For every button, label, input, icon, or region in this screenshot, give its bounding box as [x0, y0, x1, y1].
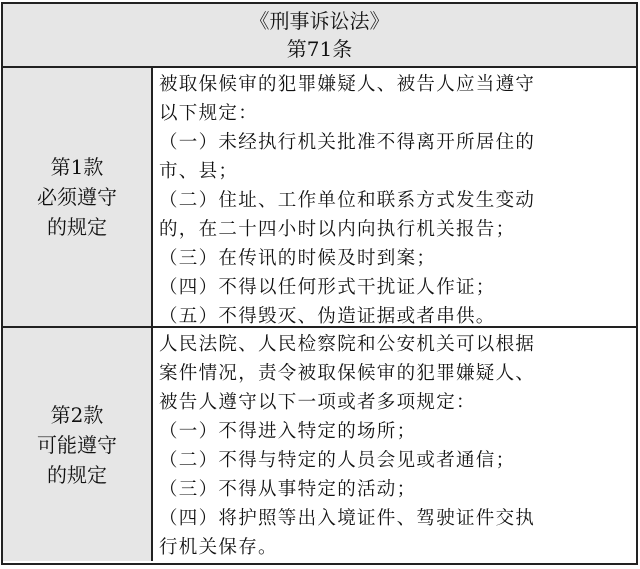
clause-row-2	[3, 328, 636, 561]
text-line: 的，在二十四小时以内向执行机关报告；	[159, 219, 516, 240]
clause-1-suffix: 的规定	[47, 215, 107, 239]
table-header	[3, 4, 636, 68]
law-title: 《刑事诉讼法》	[249, 9, 390, 33]
clause-2-type: 可能遵守	[37, 432, 117, 457]
text-line: 人民法院、人民检察院和公安机关可以根据	[159, 334, 536, 355]
text-line: 案件情况，责令被取保候审的犯罪嫌疑人、	[159, 363, 536, 384]
text-line: （四）将护照等出入境证件、驾驶证件交执	[159, 508, 536, 529]
clause-1-content	[153, 68, 636, 326]
text-line: （三）在传讯的时候及时到案；	[159, 248, 437, 269]
clause-2-suffix: 的规定	[47, 462, 107, 487]
article-number: 第71条	[286, 37, 353, 61]
law-table	[1, 2, 638, 565]
text-line: （一）未经执行机关批准不得离开所居住的	[159, 132, 536, 153]
text-line: 被告人遵守以下一项或者多项规定：	[159, 392, 476, 413]
text-line: 行机关保存。	[159, 537, 278, 558]
text-line: （三）不得从事特定的活动；	[159, 479, 417, 500]
text-line: （二）不得与特定的人员会见或者通信；	[159, 450, 516, 471]
text-line: （二）住址、工作单位和联系方式发生变动	[159, 190, 536, 211]
text-line: （四）不得以任何形式干扰证人作证；	[159, 277, 496, 298]
text-line: 市、县；	[159, 161, 239, 182]
text-line: 以下规定：	[159, 103, 259, 124]
clause-1-type: 必须遵守	[37, 185, 117, 209]
clause-1-label-cell	[3, 68, 153, 326]
text-line: （一）不得进入特定的场所；	[159, 421, 417, 442]
text-line: （五）不得毁灭、伪造证据或者串供。	[159, 306, 496, 326]
clause-row-1	[3, 68, 636, 328]
text-line: 被取保候审的犯罪嫌疑人、被告人应当遵守	[159, 74, 536, 95]
clause-1-number: 第1款	[50, 155, 104, 179]
clause-2-content	[153, 328, 636, 561]
clause-2-number: 第2款	[50, 402, 104, 427]
clause-2-label-cell	[3, 328, 153, 561]
